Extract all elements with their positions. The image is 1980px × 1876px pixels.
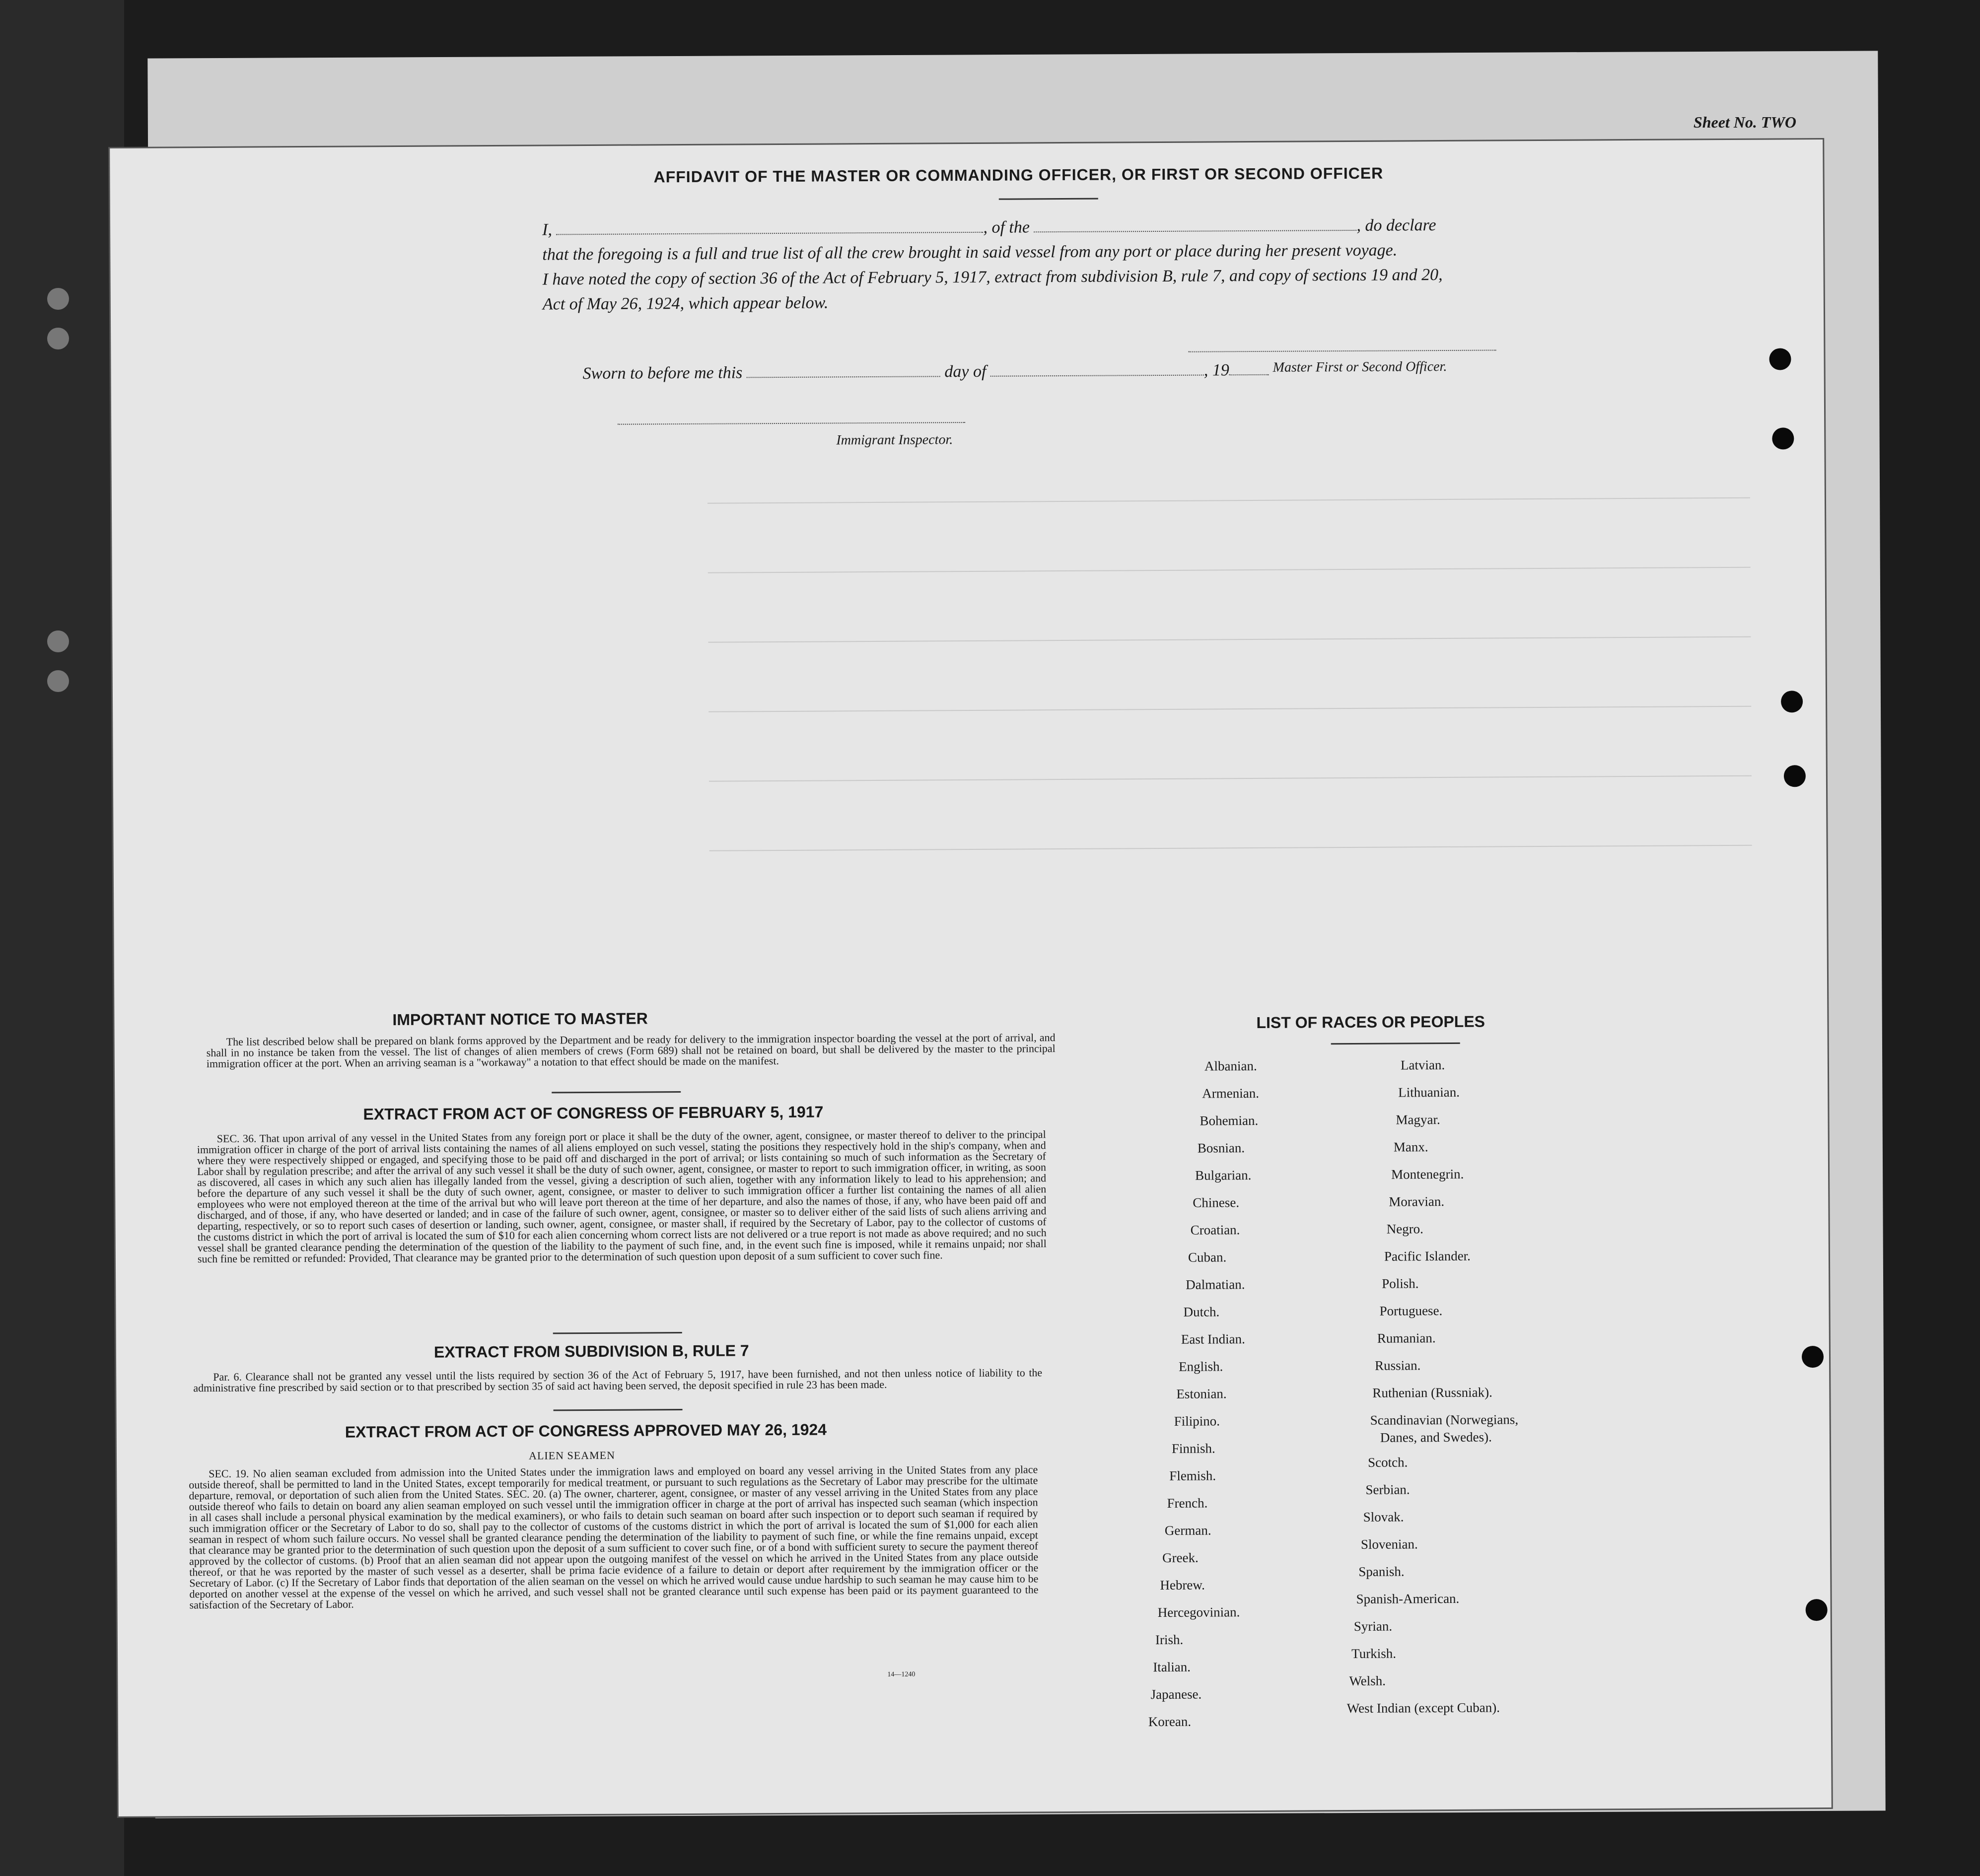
- races-title: LIST OF RACES OR PEOPLES: [1256, 1012, 1485, 1032]
- extract-1924-body: SEC. 19. No alien seaman excluded from admission into the United States under the immigration laws and employed on board any vessel arriving in the United States from any place outside thereof, shall be permitted to land in the United States, except temporarily for medical treatment, or pursuant to such regulations as the Secretary of Labor may prescribe for the ultimate departure, removal, or deportation of such alien from the United States. SEC. 20. (a) The owner, charterer, agent, consignee, or master of any vessel arriving in the United States from any place outside thereof who fails to detain on board any alien seaman employed on such vessel until the immigration officer in charge at the port of arrival has inspected such seaman (which inspection in all cases shall include a personal physical examination by the medical examiners), or who fails to detain such seaman on board after such inspection or to deport such seaman if required by such immigration officer or the Secretary of Labor to do so, shall pay to the collector of customs of the customs district in which the port of arrival is located the sum of $1,000 for each alien seaman in respect of whom such failure occurs. No vessel shall be granted clearance pending the determination of the liability to payment of such fine, or while the fine remains unpaid, except that clearance may be granted prior to the determination of such question upon the deposit of a sum sufficient to cover such fine, or of a bond with sufficient surety to secure the payment thereof approved by the collector of customs. (b) Proof that an alien seaman did not appear upon the outgoing manifest of the vessel on which he arrived in the United States from any place outside thereof, or that he was reported by the master of such vessel as a deserter, shall be prima facie evidence of a failure to detain or deport after requirement by the immigration officer or the Secretary of Labor. (c) If the Secretary of Labor finds that deportation of the alien seaman on the vessel on which he arrived would cause undue hardship to such seaman he may cause him to be deported on another vessel at the expense of the vessel on which he arrived, and such vessel shall not be granted clearance until such expense has been paid or its payment guaranteed to the satisfaction of the Secretary of Labor.: [189, 1463, 1039, 1611]
- film-margin: [0, 0, 124, 1876]
- race-item: West Indian (except Cuban).: [1346, 1700, 1500, 1716]
- race-item: Finnish.: [1171, 1441, 1215, 1456]
- race-item: Latvian.: [1400, 1057, 1445, 1073]
- race-item: Lithuanian.: [1398, 1084, 1460, 1100]
- affidavit-page: [110, 139, 1832, 1816]
- race-item: Welsh.: [1349, 1673, 1386, 1689]
- bleed-line: [709, 845, 1752, 851]
- race-item: Portuguese.: [1379, 1303, 1443, 1319]
- race-item: Japanese.: [1150, 1686, 1202, 1702]
- bleed-line: [708, 567, 1751, 573]
- races-rule: [1331, 1042, 1460, 1044]
- race-item: Magyar.: [1396, 1112, 1440, 1127]
- subdivision-rule: [554, 1409, 683, 1411]
- race-item: East Indian.: [1181, 1331, 1245, 1347]
- race-item: Danes, and Swedes).: [1380, 1429, 1492, 1445]
- race-item: Ruthenian (Russniak).: [1372, 1385, 1492, 1400]
- race-item: Cuban.: [1188, 1250, 1227, 1265]
- race-item: Scandinavian (Norwegians,: [1370, 1412, 1519, 1428]
- race-item: Negro.: [1386, 1221, 1423, 1237]
- sheet-number: Sheet No. TWO: [1693, 113, 1796, 131]
- punch-hole: [1802, 1346, 1824, 1368]
- race-item: Bohemian.: [1200, 1112, 1259, 1128]
- race-item: Slovak.: [1363, 1509, 1404, 1525]
- inspector-signature-line: [618, 422, 965, 425]
- notice-body: The list described below shall be prepared on blank forms approved by the Department and be ready for delivery to the immigration inspector boarding the vessel at the port of arrival, and shall in no instance be taken from the vessel. The list of changes of alien members of crews (Form 689) shall not be retained on board, but shall be delivered by the master to the principal immigration officer at the port. When an arriving seaman is a "workaway" a notation to that effect should be made on the manifest.: [206, 1031, 1056, 1070]
- notice-title: IMPORTANT NOTICE TO MASTER: [392, 1009, 648, 1029]
- race-item: Italian.: [1153, 1659, 1191, 1675]
- title-rule: [999, 198, 1098, 200]
- race-item: Chinese.: [1193, 1195, 1240, 1210]
- extract-1917-body: SEC. 36. That upon arrival of any vessel in the United States from any foreign port or place it shall be the duty of the owner, agent, consignee, or master thereof to deliver to the principal immigration officer in charge of the port of arrival lists containing the names of all aliens employed on such vessel, stating the positions they respectively hold in the ship's company, when and where they were respectively shipped or engaged, and specifying those to be paid off and discharged in the port of arrival; or lists containing so much of such information as the Secretary of Labor shall by regulation prescribe; and after the arrival of any such vessel it shall be the duty of such owner, agent, consignee, or master to report to such immigration officer, in writing, as soon as discovered, all cases in which any such alien has illegally landed from the vessel, giving a description of such alien, together with any information likely to lead to his apprehension; and before the departure of any such vessel it shall be the duty of such owner, agent, consignee, or master to deliver to such immigration officer a further list containing the names of all alien employees who were not employed thereon at the time of the arrival but who will leave port thereon at the time of her departure, and also the names of those, if any, who have been paid off and discharged, and of those, if any, who have deserted or landed; and in case of the failure of such owner, agent, consignee, or master so to deliver either of the said lists of such aliens arriving and departing, respectively, or so to report such cases of desertion or landing, such owner, agent, consignee, or master shall, if required by the Secretary of Labor, pay to the collector of customs of the customs district in which the port of arrival is located the sum of $10 for each alien concerning whom correct lists are not delivered or a true report is not made as above required; and no such vessel shall be granted clearance pending the determination of the question of the liability to the payment of such fine, and, in the event such fine is imposed, while it remains unpaid; nor shall such fine be remitted or refunded: Provided, That clearance may be granted prior to the determination of such question upon deposit of a sum sufficient to cover such fine.: [197, 1128, 1047, 1265]
- race-item: Hebrew.: [1160, 1577, 1205, 1593]
- race-item: Flemish.: [1169, 1468, 1216, 1483]
- race-item: Bosnian.: [1197, 1140, 1245, 1156]
- race-item: German.: [1164, 1523, 1211, 1538]
- race-item: Spanish.: [1358, 1564, 1405, 1579]
- race-item: Albanian.: [1204, 1058, 1257, 1074]
- affidavit-line-2: that the foregoing is a full and true list of all the crew brought in said vessel from any port or place during her present voyage.: [542, 241, 1398, 264]
- race-item: English.: [1179, 1359, 1223, 1374]
- affidavit-line-4: Act of May 26, 1924, which appear below.: [542, 293, 829, 314]
- race-item: Hercegovinian.: [1157, 1604, 1240, 1620]
- binder-hole: [47, 670, 69, 692]
- alien-seamen-subtitle: ALIEN SEAMEN: [528, 1449, 616, 1462]
- race-item: Polish.: [1382, 1276, 1419, 1291]
- punch-hole: [1769, 348, 1791, 370]
- extract-1917-title: EXTRACT FROM ACT OF CONGRESS OF FEBRUARY 5, 1917: [363, 1103, 824, 1123]
- bleed-line: [709, 775, 1752, 782]
- notice-rule: [552, 1091, 681, 1093]
- sworn-line: Sworn to before me this day of , 19: [583, 360, 1377, 383]
- race-item: Serbian.: [1365, 1482, 1410, 1497]
- subdivision-title: EXTRACT FROM SUBDIVISION B, RULE 7: [433, 1341, 749, 1361]
- race-item: Korean.: [1148, 1714, 1192, 1730]
- race-item: Montenegrin.: [1391, 1166, 1464, 1182]
- master-signature-line: [1188, 349, 1496, 352]
- binder-hole: [47, 288, 69, 310]
- punch-hole: [1784, 765, 1806, 787]
- race-item: Rumanian.: [1377, 1330, 1436, 1346]
- race-item: Russian.: [1375, 1358, 1421, 1373]
- bleed-line: [708, 706, 1751, 712]
- race-item: Spanish-American.: [1356, 1591, 1460, 1606]
- race-item: Slovenian.: [1360, 1536, 1418, 1552]
- master-caption: Master First or Second Officer.: [1273, 358, 1447, 375]
- race-item: Scotch.: [1368, 1455, 1408, 1470]
- race-item: Pacific Islander.: [1384, 1248, 1471, 1264]
- binder-hole: [47, 328, 69, 349]
- race-item: Turkish.: [1351, 1646, 1397, 1662]
- race-item: Manx.: [1393, 1139, 1428, 1155]
- inspector-caption: Immigrant Inspector.: [836, 432, 953, 448]
- race-item: Moravian.: [1389, 1194, 1445, 1209]
- subdivision-body: Par. 6. Clearance shall not be granted any vessel until the lists required by section 36 of the Act of February 5, 1917, have been furnished, and not then unless notice of liability to the administrative fine prescribed by said section or to that prescribed by section 35 of said act having been served, the deposit specified in rule 23 has been made.: [193, 1366, 1043, 1394]
- race-item: Syrian.: [1353, 1618, 1393, 1634]
- extract-1924-title: EXTRACT FROM ACT OF CONGRESS APPROVED MAY 26, 1924: [345, 1420, 827, 1441]
- race-item: Irish.: [1155, 1632, 1184, 1648]
- race-item: Croatian.: [1190, 1222, 1240, 1238]
- race-item: Bulgarian.: [1195, 1168, 1252, 1183]
- affidavit-line-3: I have noted the copy of section 36 of the Act of February 5, 1917, extract from subdivision B, rule 7, and copy of sections 19 and 20,: [542, 266, 1443, 289]
- punch-hole: [1781, 691, 1803, 712]
- punch-hole: [1772, 427, 1794, 449]
- extract-1917-rule: [553, 1332, 682, 1334]
- bleed-line: [707, 497, 1750, 504]
- race-item: Greek.: [1162, 1550, 1199, 1565]
- race-item: Armenian.: [1202, 1085, 1260, 1101]
- binder-hole: [47, 630, 69, 652]
- bleed-line: [708, 636, 1751, 643]
- punch-hole: [1806, 1599, 1828, 1621]
- form-number: 14—1240: [887, 1670, 916, 1678]
- race-item: French.: [1167, 1495, 1208, 1511]
- affidavit-title: AFFIDAVIT OF THE MASTER OR COMMANDING OFFICER, OR FIRST OR SECOND OFFICER: [653, 164, 1384, 186]
- affidavit-line-1: I, , of the , do declare: [542, 216, 1436, 239]
- race-item: Filipino.: [1174, 1413, 1220, 1429]
- race-item: Estonian.: [1176, 1386, 1227, 1401]
- race-item: Dutch.: [1183, 1304, 1220, 1320]
- race-item: Dalmatian.: [1186, 1277, 1245, 1292]
